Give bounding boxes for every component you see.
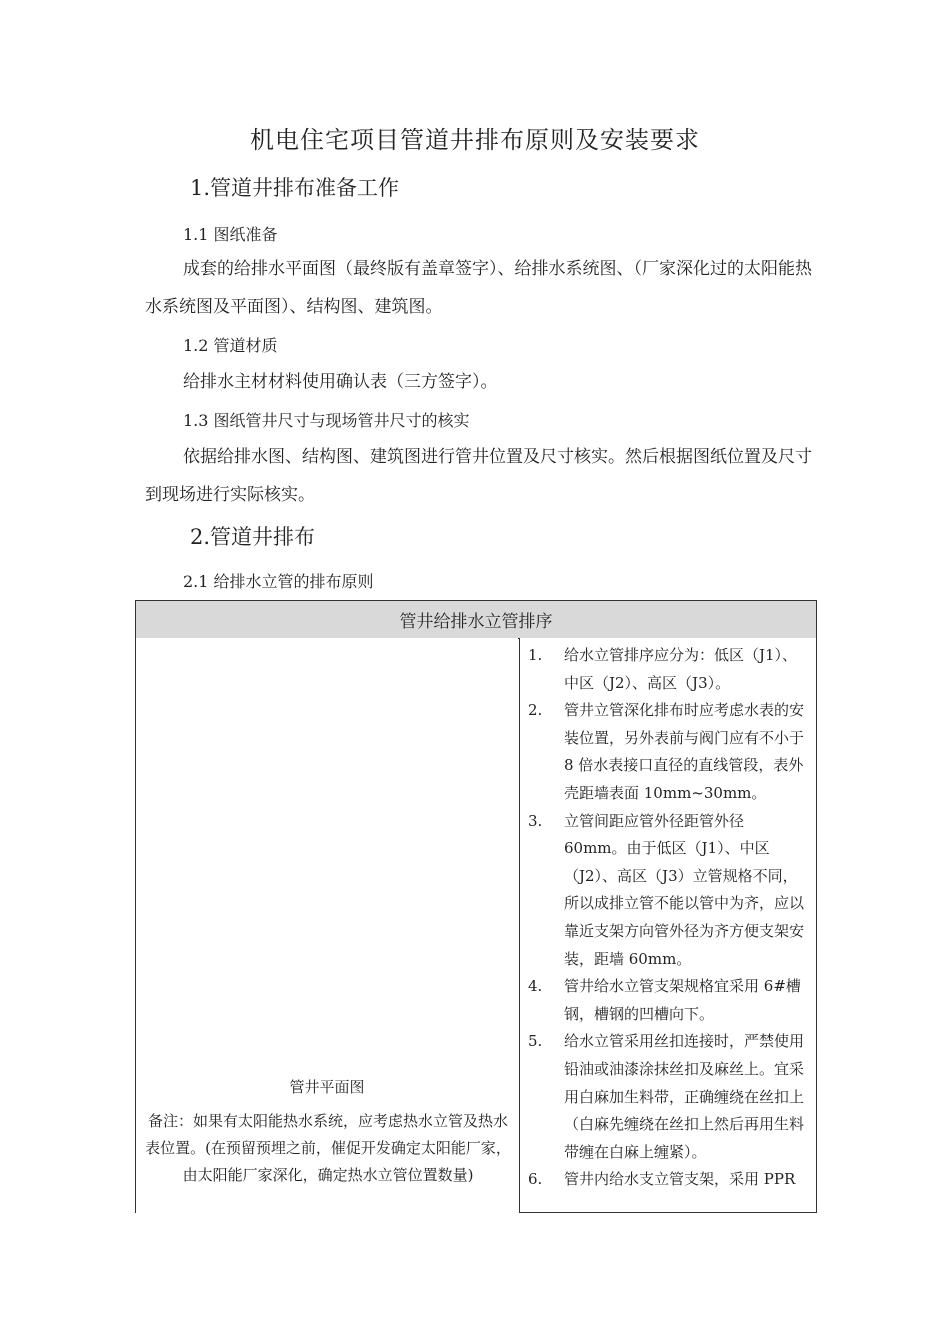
section-1-heading: 1.管道井排布准备工作 bbox=[190, 176, 400, 200]
list-item bbox=[528, 1166, 810, 1194]
section-1-3-heading: 1.3 图纸管井尺寸与现场管井尺寸的核实 bbox=[183, 411, 470, 430]
riser-table bbox=[135, 600, 817, 1213]
list-item-text: 管井给水立管支架规格宜采用 6#槽钢，槽钢的凹槽向下。 bbox=[564, 977, 801, 1023]
list-item bbox=[528, 973, 810, 1028]
list-item-text: 管井内给水支立管支架，采用 PPR bbox=[564, 1170, 796, 1189]
list-item-text: 给水立管采用丝扣连接时，严禁使用铅油或油漆涂抹丝扣及麻丝上。宜采用白麻加生料带，正确缠绕在丝扣上（白麻先缠绕在丝扣上然后再用生料带缠在白麻上缠紧）。 bbox=[564, 1032, 805, 1161]
rules-cell bbox=[519, 638, 816, 1213]
section-1-2-text: 给排水主材材料使用确认表（三方签字）。 bbox=[183, 372, 498, 392]
shaft-plan-note: 备注：如果有太阳能热水系统，应考虑热水立管及热水表位置。(在预留预埋之前，催促开发确定太阳能厂家，由太阳能厂家深化，确定热水立管位置数量) bbox=[145, 1112, 511, 1184]
list-item-number: 1. bbox=[528, 646, 543, 664]
table-header: 管井给排水立管排序 bbox=[136, 600, 816, 639]
list-item-text: 给水立管排序应分为：低区（J1）、中区（J2）、高区（J3）。 bbox=[564, 646, 798, 692]
rules-list bbox=[528, 642, 810, 1194]
section-2-1-heading: 2.1 给排水立管的排布原则 bbox=[183, 572, 374, 591]
list-item-number: 5. bbox=[528, 1032, 543, 1051]
shaft-plan-caption: 管井平面图 bbox=[289, 1078, 365, 1096]
list-item-text: 立管间距应管外径距管外径 60mm。由于低区（J1）、中区（J2）、高区（J3）立管规格不同，所以成排立管不能以管中为齐，应以靠近支架方向管外径为齐方便支架安装，距墙 60mm。 bbox=[564, 811, 805, 968]
list-item-text: 管井立管深化排布时应考虑水表的安装位置，另外表前与阀门应有不小于 8 倍水表接口直径的直线管段，表外壳距墙表面 10mm~30mm。 bbox=[564, 701, 805, 802]
list-item bbox=[528, 808, 810, 974]
list-item-number: 6. bbox=[528, 1170, 543, 1189]
section-1-1-heading: 1.1 图纸准备 bbox=[183, 225, 278, 244]
list-item-number: 4. bbox=[528, 977, 543, 996]
list-item bbox=[528, 642, 810, 697]
page-title: 机电住宅项目管道井排布原则及安装要求 bbox=[250, 126, 700, 154]
list-item bbox=[528, 1028, 810, 1166]
list-item-number: 3. bbox=[528, 811, 543, 830]
list-item bbox=[528, 697, 810, 807]
section-1-2-heading: 1.2 管道材质 bbox=[183, 336, 278, 355]
section-1-3-text: 依据给排水图、结构图、建筑图进行管井位置及尺寸核实。然后根据图纸位置及尺寸到现场进行实际核实。 bbox=[145, 447, 812, 505]
section-1-1-text: 成套的给排水平面图（最终版有盖章签字）、给排水系统图、（厂家深化过的太阳能热水系统图及平面图）、结构图、建筑图。 bbox=[145, 259, 812, 317]
list-item-number: 2. bbox=[528, 701, 543, 720]
shaft-plan-cell bbox=[136, 638, 518, 1213]
section-2-heading: 2.管道井排布 bbox=[190, 525, 316, 549]
